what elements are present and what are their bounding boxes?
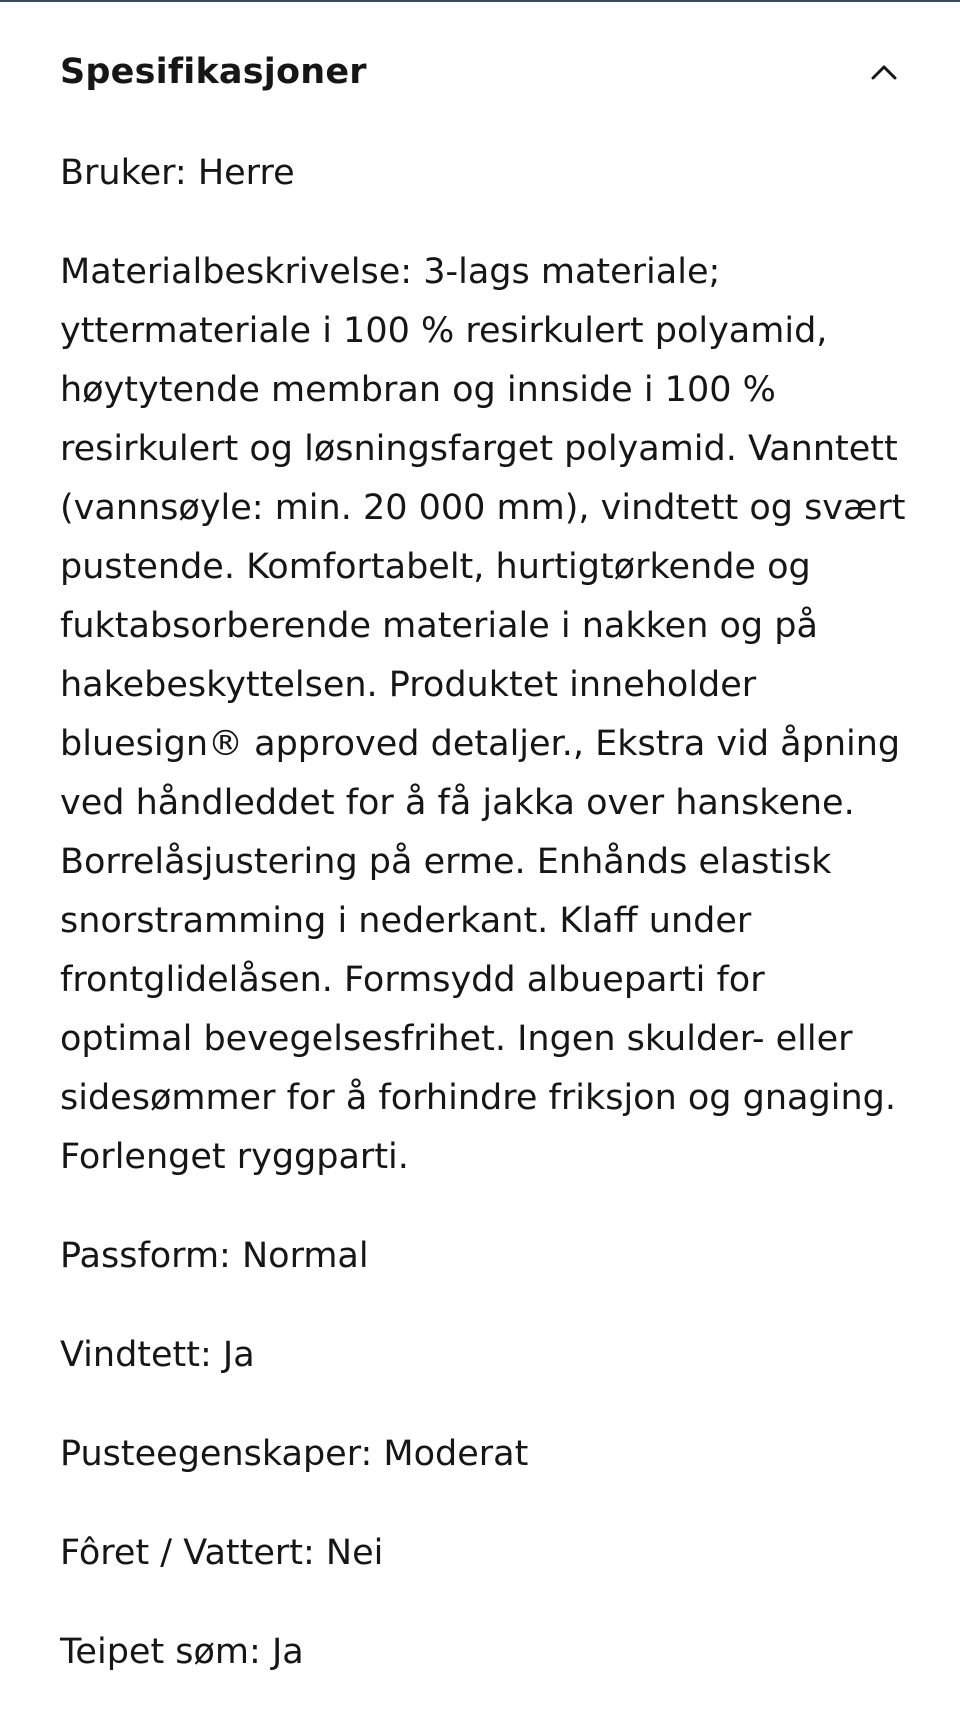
spec-taped-seams: Teipet søm: Ja [60, 1632, 304, 1672]
spec-user: Bruker: Herre [60, 153, 295, 193]
specifications-accordion-header[interactable] [60, 0, 908, 144]
specifications-section [60, 0, 908, 1722]
spec-windproof: Vindtett: Ja [60, 1335, 255, 1375]
spec-list [60, 144, 908, 1682]
spec-fit: Passform: Normal [60, 1236, 369, 1276]
chevron-up-icon[interactable] [864, 52, 904, 92]
spec-breathability: Pusteegenskaper: Moderat [60, 1434, 529, 1474]
spec-material-description: Materialbeskrivelse: 3-lags materiale; yttermateriale i 100 % resirkulert polyamid, høytytende membran og innside i 100 % resirkulert og løsningsfarget polyamid. Vanntett (vannsøyle: min. 20 000 mm), vindtett og svært pustende. Komfortabelt, hurtigtørkende og fuktabsorberende materiale i nakken og på hakebeskyttelsen. Produktet inneholder bluesign® approved detaljer., Ekstra vid åpning ved håndleddet for å få jakka over hanskene. Borrelåsjustering på erme. Enhånds elastisk snorstramming i nederkant. Klaff under frontglidelåsen. Formsydd albueparti for optimal bevegelsesfrihet. Ingen skulder- eller sidesømmer for å forhindre friksjon og gnaging. Forlenget ryggparti. [60, 252, 906, 1177]
section-title: Spesifikasjoner [60, 52, 367, 92]
spec-lined-padded: Fôret / Vattert: Nei [60, 1533, 384, 1573]
